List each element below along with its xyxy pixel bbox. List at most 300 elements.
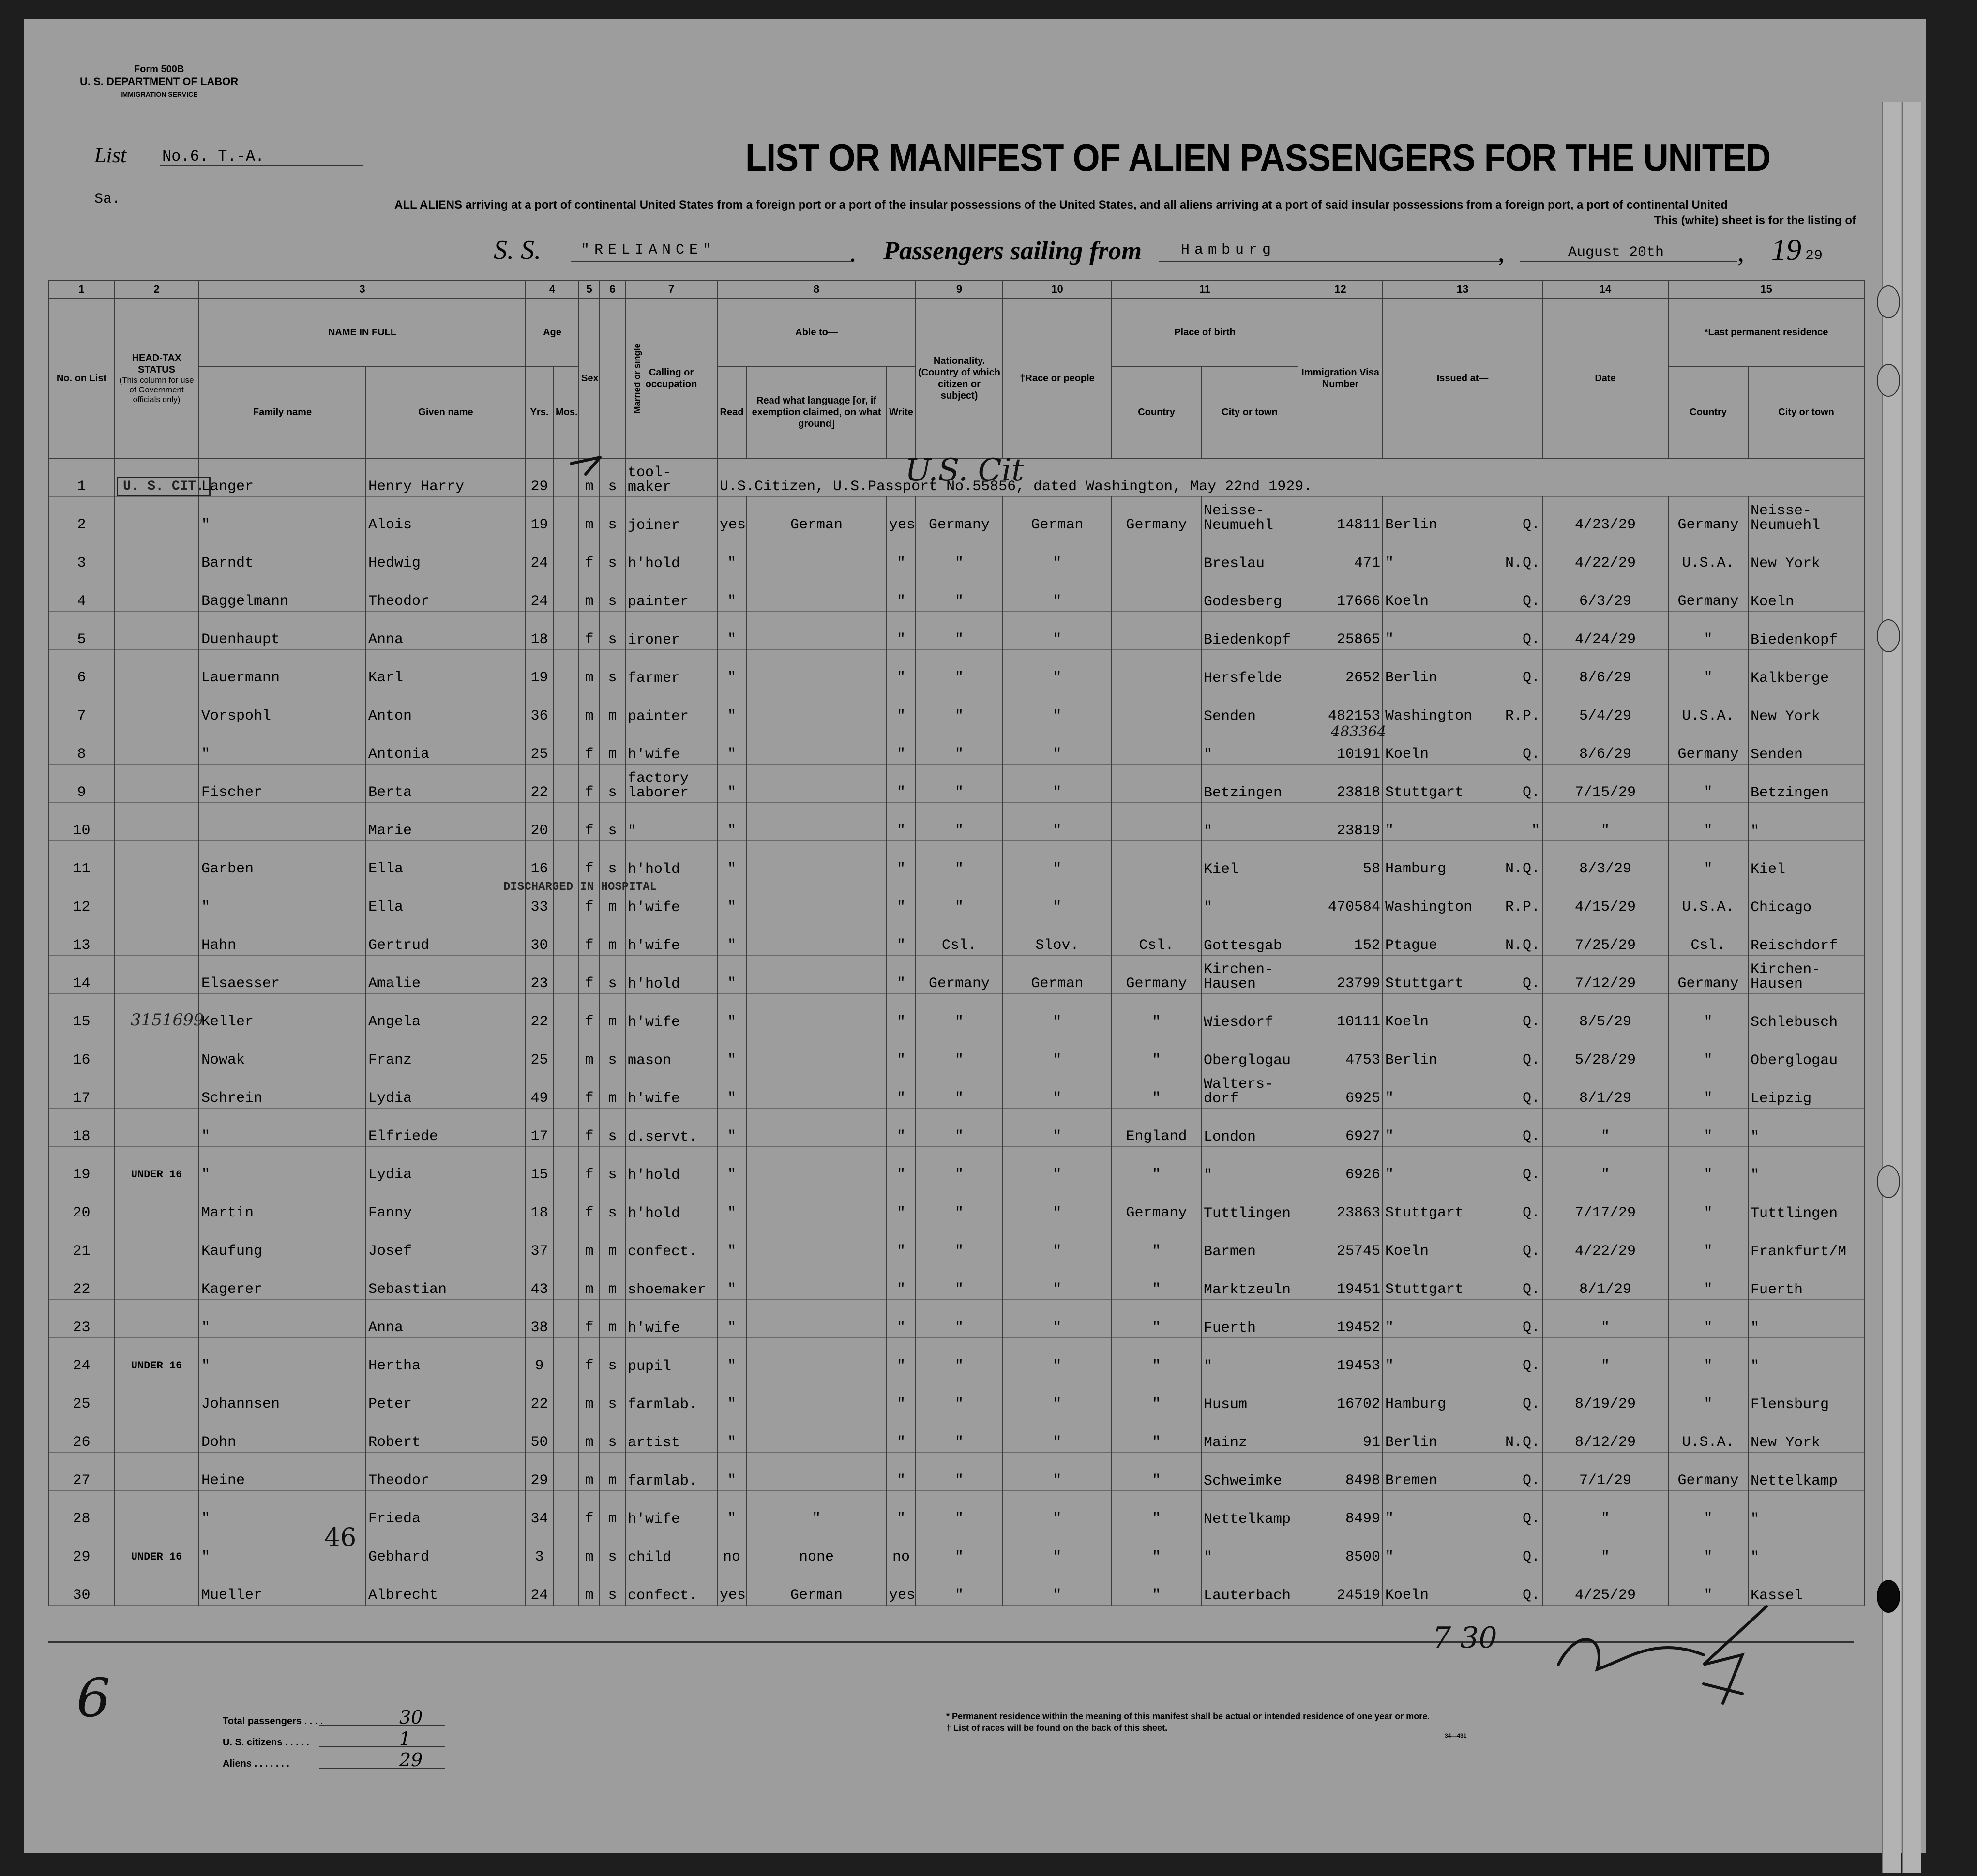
marital-status: s: [600, 841, 625, 879]
column-number: 11: [1112, 280, 1298, 299]
year-prefix: 19: [1771, 234, 1801, 267]
us-citizens-row: U. S. citizens . . . . . 1: [223, 1732, 323, 1753]
nationality: ": [916, 1147, 1003, 1185]
age-years: 29: [526, 458, 553, 497]
family-name: Lauermann: [199, 650, 366, 688]
sheet-number-handwritten: 6: [76, 1667, 110, 1729]
residence-country: ": [1668, 1491, 1748, 1529]
row-number: 11: [49, 841, 114, 879]
residence-country: ": [1668, 1109, 1748, 1147]
can-write: ": [887, 1109, 916, 1147]
occupation: farmlab.: [625, 1453, 717, 1491]
departure-port: Hamburg: [1181, 242, 1276, 258]
residence-country: Germany: [1668, 573, 1748, 612]
nationality: ": [916, 1491, 1003, 1529]
issued-at: " Q.: [1383, 1300, 1542, 1338]
marital-status: s: [600, 573, 625, 612]
marital-status: m: [600, 1491, 625, 1529]
total-passengers-value: 30: [399, 1707, 423, 1728]
visa-date: 4/22/29: [1542, 535, 1668, 573]
age-years: 24: [526, 1567, 553, 1606]
total-passengers-row: Total passengers . . . . 30: [223, 1711, 323, 1732]
row-number: 2: [49, 497, 114, 535]
column-number: 12: [1298, 280, 1383, 299]
age-years: 37: [526, 1223, 553, 1261]
sex: f: [579, 1491, 600, 1529]
sex: m: [579, 573, 600, 612]
header-no-on-list: No. on List: [49, 299, 114, 458]
visa-number: 91: [1298, 1414, 1383, 1453]
form-number: Form 500B: [134, 64, 184, 75]
family-name: Vorspohl: [199, 688, 366, 726]
visa-date: 5/4/29: [1542, 688, 1668, 726]
family-name: ": [199, 497, 366, 535]
residence-country: ": [1668, 841, 1748, 879]
age-years: 16: [526, 841, 553, 879]
row-number: 18: [49, 1109, 114, 1147]
visa-number: 25865: [1298, 612, 1383, 650]
row-number: 5: [49, 612, 114, 650]
age-years: 15: [526, 1147, 553, 1185]
sex: m: [579, 497, 600, 535]
occupation: ironer: [625, 612, 717, 650]
marital-status: s: [600, 612, 625, 650]
family-name: Dohn: [199, 1414, 366, 1453]
column-number: 10: [1003, 280, 1112, 299]
given-name: Theodor: [366, 1453, 526, 1491]
visa-date: 8/12/29: [1542, 1414, 1668, 1453]
residence-country: ": [1668, 994, 1748, 1032]
residence-city: New York: [1748, 688, 1864, 726]
given-name: Hedwig: [366, 535, 526, 573]
header-sex: Sex: [579, 299, 600, 458]
residence-country: Germany: [1668, 497, 1748, 535]
row-number: 3: [49, 535, 114, 573]
quota-status: N.Q.: [1505, 555, 1540, 571]
sex: m: [579, 1223, 600, 1261]
occupation: h'wife: [625, 1300, 717, 1338]
can-write: ": [887, 917, 916, 956]
race: ": [1003, 1070, 1112, 1109]
aliens-label: Aliens: [223, 1758, 252, 1769]
quota-status: Q.: [1523, 1587, 1540, 1604]
marital-status: s: [600, 650, 625, 688]
given-name: Sebastian: [366, 1261, 526, 1300]
quota-status: Q.: [1523, 593, 1540, 610]
occupation: tool- maker: [625, 458, 717, 497]
family-name: Barndt: [199, 535, 366, 573]
can-read: ": [717, 1338, 746, 1376]
nationality: ": [916, 1032, 1003, 1070]
list-label: List: [94, 143, 127, 167]
residence-city: New York: [1748, 1414, 1864, 1453]
visa-date: 8/1/29: [1542, 1070, 1668, 1109]
age-years: 9: [526, 1338, 553, 1376]
family-name: ": [199, 726, 366, 765]
race: ": [1003, 765, 1112, 803]
quota-status: Q.: [1523, 1396, 1540, 1412]
age-years: 22: [526, 994, 553, 1032]
visa-number: 14811: [1298, 497, 1383, 535]
age-years: 29: [526, 1453, 553, 1491]
service-name: IMMIGRATION SERVICE: [120, 90, 198, 98]
nationality: Germany: [916, 956, 1003, 994]
subtitle-line-2: This (white) sheet is for the listing of: [1654, 214, 1856, 227]
quota-status: Q.: [1523, 1128, 1540, 1145]
can-read: ": [717, 1414, 746, 1453]
can-read: ": [717, 765, 746, 803]
quota-status: Q.: [1523, 1014, 1540, 1030]
quota-status: Q.: [1523, 1243, 1540, 1260]
age-years: 50: [526, 1414, 553, 1453]
visa-date: 8/1/29: [1542, 1261, 1668, 1300]
occupation: h'hold: [625, 841, 717, 879]
visa-date: 8/3/29: [1542, 841, 1668, 879]
row29-handwritten-note: 46: [324, 1523, 357, 1552]
head-tax-status: UNDER 16: [114, 1147, 199, 1185]
marital-status: m: [600, 1453, 625, 1491]
given-name: Gertrud: [366, 917, 526, 956]
visa-number: 23863: [1298, 1185, 1383, 1223]
visa-date: ": [1542, 1147, 1668, 1185]
issued-at: Berlin Q.: [1383, 1032, 1542, 1070]
residence-city: Flensburg: [1748, 1376, 1864, 1414]
age-years: 36: [526, 688, 553, 726]
nationality: ": [916, 688, 1003, 726]
occupation: confect.: [625, 1223, 717, 1261]
race: ": [1003, 1567, 1112, 1606]
birth-country: ": [1112, 1414, 1201, 1453]
residence-city: Kalkberge: [1748, 650, 1864, 688]
occupation: farmer: [625, 650, 717, 688]
birth-country: ": [1112, 1567, 1201, 1606]
visa-number: 471: [1298, 535, 1383, 573]
visa-date: 7/25/29: [1542, 917, 1668, 956]
can-write: no: [887, 1529, 916, 1567]
marital-status: m: [600, 1300, 625, 1338]
header-res-city: City or town: [1748, 366, 1864, 458]
sex: f: [579, 879, 600, 917]
visa-number: 6926: [1298, 1147, 1383, 1185]
row-number: 4: [49, 573, 114, 612]
quota-status: Q.: [1523, 1472, 1540, 1489]
birth-country: ": [1112, 994, 1201, 1032]
residence-country: ": [1668, 1338, 1748, 1376]
can-write: ": [887, 1223, 916, 1261]
residence-city: Tuttlingen: [1748, 1185, 1864, 1223]
visa-date: 8/6/29: [1542, 650, 1668, 688]
visa-date: 4/15/29: [1542, 879, 1668, 917]
visa-date: ": [1542, 1529, 1668, 1567]
occupation: shoemaker: [625, 1261, 717, 1300]
can-read: ": [717, 1491, 746, 1529]
can-write: ": [887, 1338, 916, 1376]
birth-city: ": [1201, 879, 1298, 917]
can-write: ": [887, 1491, 916, 1529]
header-nationality: Nationality. (Country of which citizen or subject): [916, 299, 1003, 458]
footnote-races: † List of races will be found on the back of this sheet.: [946, 1723, 1168, 1733]
ship-name: "RELIANCE": [581, 242, 717, 258]
nationality: ": [916, 879, 1003, 917]
race: ": [1003, 1414, 1112, 1453]
issued-at: " Q.: [1383, 612, 1542, 650]
sex: f: [579, 765, 600, 803]
marital-status: s: [600, 535, 625, 573]
can-read: ": [717, 1070, 746, 1109]
age-years: 24: [526, 573, 553, 612]
family-name: Schrein: [199, 1070, 366, 1109]
row-number: 17: [49, 1070, 114, 1109]
can-write: ": [887, 994, 916, 1032]
race: ": [1003, 1529, 1112, 1567]
pen-check: [571, 457, 600, 474]
header-visa-number: Immigration Visa Number: [1298, 299, 1383, 458]
given-name: Peter: [366, 1376, 526, 1414]
occupation: child: [625, 1529, 717, 1567]
sex: m: [579, 650, 600, 688]
quota-status: Q.: [1523, 746, 1540, 763]
residence-country: ": [1668, 1147, 1748, 1185]
header-age: Age: [526, 299, 579, 366]
can-read: ": [717, 1300, 746, 1338]
quota-status: N.Q.: [1505, 861, 1540, 877]
residence-country: ": [1668, 1567, 1748, 1606]
row-number: 1: [49, 458, 114, 497]
occupation: h'wife: [625, 726, 717, 765]
nationality: ": [916, 994, 1003, 1032]
visa-number: 6925: [1298, 1070, 1383, 1109]
sex: f: [579, 1185, 600, 1223]
birth-country: ": [1112, 1453, 1201, 1491]
birth-city: Biedenkopf: [1201, 612, 1298, 650]
issued-at: " N.Q.: [1383, 535, 1542, 573]
given-name: Hertha: [366, 1338, 526, 1376]
visa-number: 23819: [1298, 803, 1383, 841]
issued-at: Berlin Q.: [1383, 497, 1542, 535]
row-number: 26: [49, 1414, 114, 1453]
nationality: ": [916, 1223, 1003, 1261]
header-last-residence: *Last permanent residence: [1668, 299, 1864, 366]
issued-at: " Q.: [1383, 1529, 1542, 1567]
birth-city: ": [1201, 803, 1298, 841]
race: ": [1003, 612, 1112, 650]
race: ": [1003, 803, 1112, 841]
us-citizens-label: U. S. citizens: [223, 1737, 283, 1748]
sex: m: [579, 1032, 600, 1070]
visa-date: ": [1542, 803, 1668, 841]
issued-at: " Q.: [1383, 1070, 1542, 1109]
occupation: factory laborer: [625, 765, 717, 803]
issued-at: Koeln Q.: [1383, 726, 1542, 765]
column-number: 5: [579, 280, 600, 299]
nationality: ": [916, 1529, 1003, 1567]
header-read: Read: [717, 366, 746, 458]
race: ": [1003, 1147, 1112, 1185]
given-name: Lydia: [366, 1070, 526, 1109]
residence-city: Chicago: [1748, 879, 1864, 917]
sex: m: [579, 1376, 600, 1414]
header-name-in-full: NAME IN FULL: [199, 299, 526, 366]
given-name: Ella: [366, 879, 526, 917]
signature-stroke: [1558, 1639, 1704, 1669]
residence-city: ": [1748, 1491, 1864, 1529]
residence-country: Germany: [1668, 956, 1748, 994]
given-name: Anna: [366, 1300, 526, 1338]
column-number: 15: [1668, 280, 1864, 299]
age-years: 38: [526, 1300, 553, 1338]
discharged-stamp: DISCHARGED IN HOSPITAL: [503, 881, 657, 894]
can-write: ": [887, 1147, 916, 1185]
sex: f: [579, 956, 600, 994]
visa-date: 5/28/29: [1542, 1032, 1668, 1070]
given-name: Fanny: [366, 1185, 526, 1223]
residence-city: ": [1748, 1338, 1864, 1376]
sex: m: [579, 1453, 600, 1491]
residence-city: ": [1748, 1529, 1864, 1567]
can-write: ": [887, 879, 916, 917]
given-name: Karl: [366, 650, 526, 688]
age-years: 25: [526, 726, 553, 765]
issued-at: " Q.: [1383, 1338, 1542, 1376]
birth-country: ": [1112, 1032, 1201, 1070]
given-name: Antonia: [366, 726, 526, 765]
row-number: 30: [49, 1567, 114, 1606]
header-issued-at: Issued at—: [1383, 299, 1542, 458]
occupation: joiner: [625, 497, 717, 535]
race: ": [1003, 650, 1112, 688]
age-years: 24: [526, 535, 553, 573]
quota-status: Q.: [1523, 1320, 1540, 1336]
race: ": [1003, 994, 1112, 1032]
nationality: ": [916, 1338, 1003, 1376]
birth-city: Lauterbach: [1201, 1567, 1298, 1606]
nationality: ": [916, 841, 1003, 879]
header-calling: Calling or occupation: [625, 299, 717, 458]
can-write: ": [887, 726, 916, 765]
birth-country: ": [1112, 1491, 1201, 1529]
row-number: 8: [49, 726, 114, 765]
date-comma: ,: [1737, 238, 1744, 268]
nationality: ": [916, 1300, 1003, 1338]
quota-status: Q.: [1523, 517, 1540, 533]
column-number: 6: [600, 280, 625, 299]
can-read: ": [717, 917, 746, 956]
residence-city: Reischdorf: [1748, 917, 1864, 956]
occupation: h'wife: [625, 879, 717, 917]
nationality: ": [916, 803, 1003, 841]
family-name: Garben: [199, 841, 366, 879]
age-years: 23: [526, 956, 553, 994]
marital-status: s: [600, 765, 625, 803]
sex: f: [579, 1070, 600, 1109]
occupation: mason: [625, 1032, 717, 1070]
can-read: ": [717, 803, 746, 841]
given-name: Albrecht: [366, 1567, 526, 1606]
residence-country: Germany: [1668, 726, 1748, 765]
can-read: ": [717, 1109, 746, 1147]
can-read: ": [717, 1261, 746, 1300]
residence-country: ": [1668, 650, 1748, 688]
given-name: Amalie: [366, 956, 526, 994]
age-years: 19: [526, 650, 553, 688]
family-name: Fischer: [199, 765, 366, 803]
given-name: Marie: [366, 803, 526, 841]
can-read: ": [717, 879, 746, 917]
visa-date: 8/6/29: [1542, 726, 1668, 765]
given-name: Franz: [366, 1032, 526, 1070]
race: ": [1003, 1109, 1112, 1147]
row-number: 9: [49, 765, 114, 803]
visa-date: 8/19/29: [1542, 1376, 1668, 1414]
marital-status: s: [600, 956, 625, 994]
can-write: ": [887, 765, 916, 803]
sex: m: [579, 458, 600, 497]
can-write: ": [887, 841, 916, 879]
residence-city: Neisse-Neumuehl: [1748, 497, 1864, 535]
visa-number: 4753: [1298, 1032, 1383, 1070]
residence-city: Frankfurt/M: [1748, 1223, 1864, 1261]
birth-country: Germany: [1112, 1185, 1201, 1223]
marital-status: m: [600, 917, 625, 956]
birth-country: ": [1112, 1147, 1201, 1185]
residence-country: ": [1668, 1529, 1748, 1567]
residence-city: Oberglogau: [1748, 1032, 1864, 1070]
family-name: Elsaesser: [199, 956, 366, 994]
column-number: 8: [717, 280, 916, 299]
residence-city: ": [1748, 1109, 1864, 1147]
issued-at: Hamburg Q.: [1383, 1376, 1542, 1414]
issued-at: Koeln Q.: [1383, 1223, 1542, 1261]
can-write: ": [887, 1185, 916, 1223]
visa-number: 25745: [1298, 1223, 1383, 1261]
signature-stroke: [1704, 1606, 1766, 1703]
column-number: 14: [1542, 280, 1668, 299]
residence-country: Csl.: [1668, 917, 1748, 956]
can-write: ": [887, 803, 916, 841]
sex: m: [579, 1567, 600, 1606]
given-name: Frieda: [366, 1491, 526, 1529]
header-birth-country: Country: [1112, 366, 1201, 458]
can-write: ": [887, 1300, 916, 1338]
visa-date: 6/3/29: [1542, 573, 1668, 612]
sa-label: Sa.: [94, 191, 121, 208]
visa-number: 19453: [1298, 1338, 1383, 1376]
column-number: 3: [199, 280, 526, 299]
nationality: ": [916, 535, 1003, 573]
race: German: [1003, 956, 1112, 994]
visa-date: 4/23/29: [1542, 497, 1668, 535]
given-name: Henry Harry: [366, 458, 526, 497]
visa-date: 4/25/29: [1542, 1567, 1668, 1606]
can-read: ": [717, 1032, 746, 1070]
occupation: h'wife: [625, 917, 717, 956]
given-name: Anton: [366, 688, 526, 726]
sex: f: [579, 1300, 600, 1338]
given-name: Angela: [366, 994, 526, 1032]
race: ": [1003, 1491, 1112, 1529]
can-read: ": [717, 535, 746, 573]
birth-city: Neisse-Neumuehl: [1201, 497, 1298, 535]
row-number: 19: [49, 1147, 114, 1185]
family-name: Hahn: [199, 917, 366, 956]
header-res-country: Country: [1668, 366, 1748, 458]
visa-number: 10111: [1298, 994, 1383, 1032]
residence-country: U.S.A.: [1668, 535, 1748, 573]
column-number: 1: [49, 280, 114, 299]
marital-status: m: [600, 1223, 625, 1261]
sailing-label: Passengers sailing from: [883, 236, 1142, 265]
issued-at: " ": [1383, 803, 1542, 841]
